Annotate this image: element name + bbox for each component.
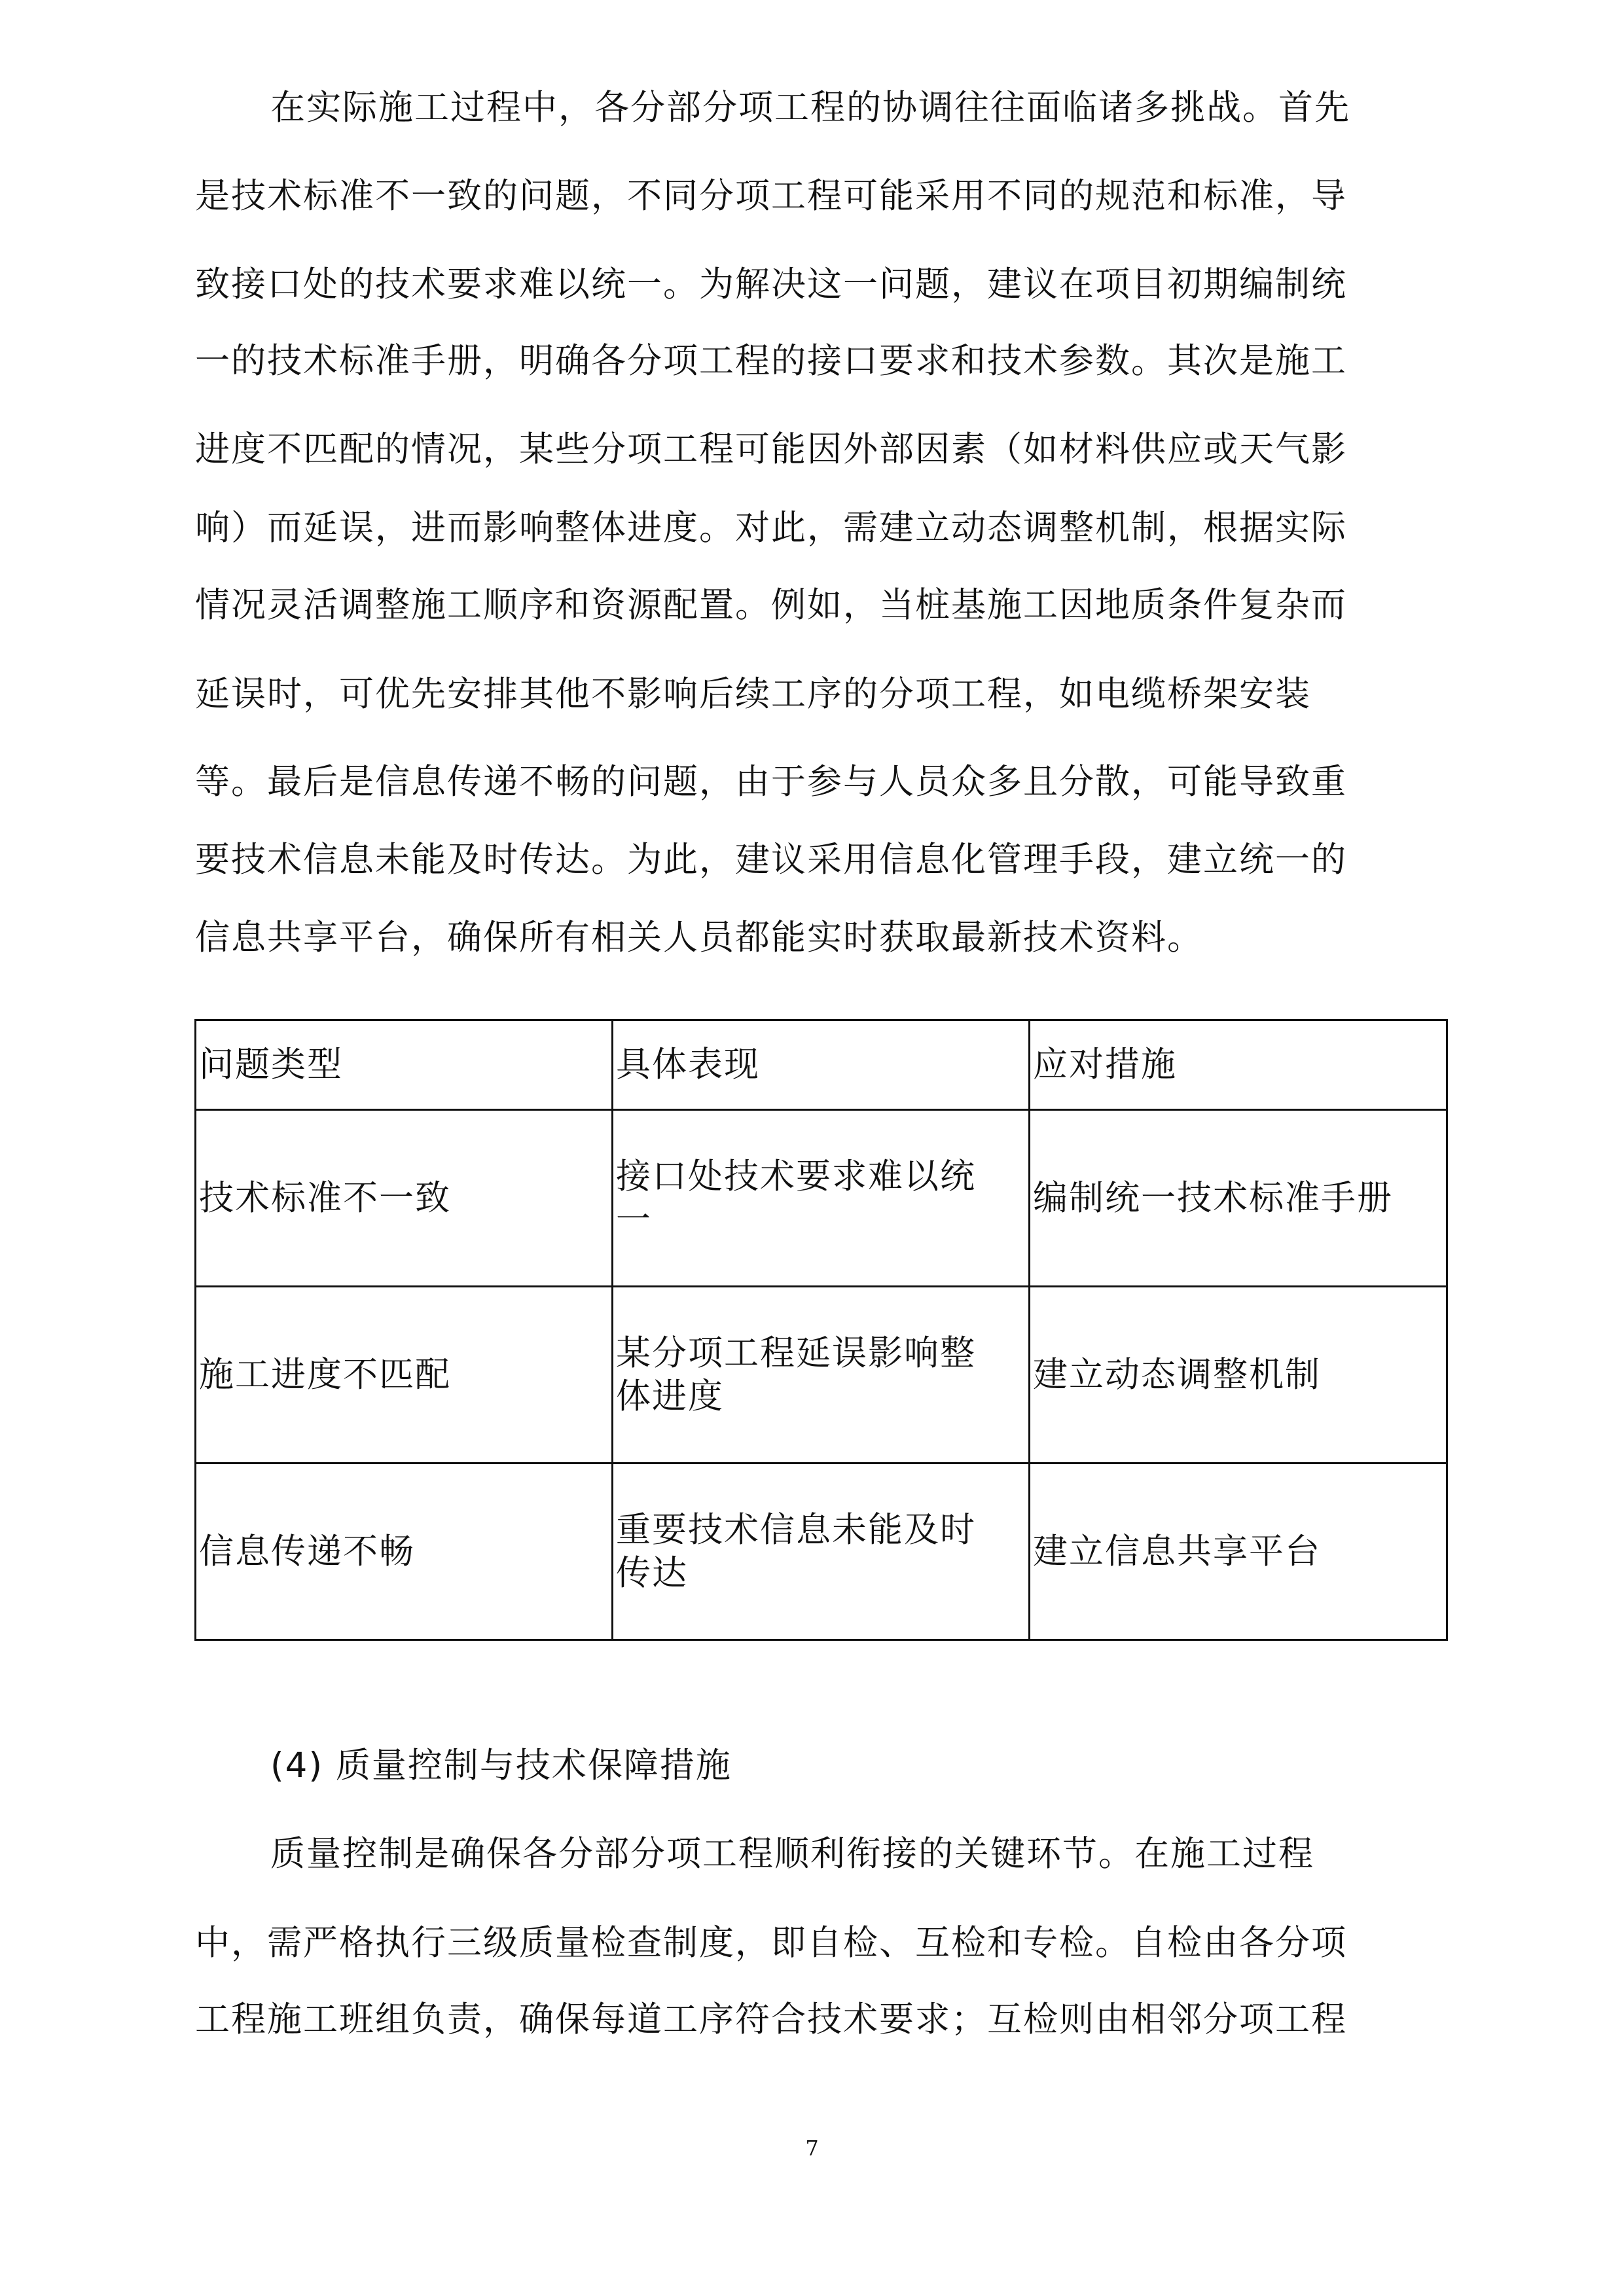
paragraph-1-line-9: 等。最后是信息传递不畅的问题，由于参与人员众多且分散，可能导致重 xyxy=(195,762,1347,802)
table-row xyxy=(196,1463,1447,1640)
cell-measure: 建立信息共享平台 xyxy=(1030,1463,1447,1640)
paragraph-1-line-2: 是技术标准不一致的问题，不同分项工程可能采用不同的规范和标准，导 xyxy=(195,176,1347,216)
cell-symptom xyxy=(613,1110,1030,1287)
paragraph-2-line-2: 中，需严格执行三级质量检查制度，即自检、互检和专检。自检由各分项 xyxy=(195,1923,1347,1963)
section-heading: (4) 质量控制与技术保障措施 xyxy=(270,1746,732,1785)
cell-issue-type: 施工进度不匹配 xyxy=(196,1287,613,1463)
header-cell-measure: 应对措施 xyxy=(1030,1020,1447,1110)
table-row xyxy=(196,1287,1447,1463)
paragraph-1-line-11: 信息共享平台，确保所有相关人员都能实时获取最新技术资料。 xyxy=(195,918,1203,958)
cell-measure: 建立动态调整机制 xyxy=(1030,1287,1447,1463)
paragraph-1-line-3: 致接口处的技术要求难以统一。为解决这一问题，建议在项目初期编制统 xyxy=(195,264,1347,304)
cell-issue-type: 信息传递不畅 xyxy=(196,1463,613,1640)
paragraph-2-line-1: 质量控制是确保各分部分项工程顺利衔接的关键环节。在施工过程 xyxy=(270,1834,1314,1874)
paragraph-1-line-6: 响）而延误，进而影响整体进度。对此，需建立动态调整机制，根据实际 xyxy=(195,508,1347,548)
paragraph-1-line-10: 要技术信息未能及时传达。为此，建议采用信息化管理手段，建立统一的 xyxy=(195,840,1347,880)
cell-symptom-line: 传达 xyxy=(616,1552,688,1593)
cell-symptom-line: 某分项工程延误影响整 xyxy=(616,1333,976,1373)
page-number: 7 xyxy=(805,2136,819,2161)
cell-issue-type: 技术标准不一致 xyxy=(196,1110,613,1287)
cell-symptom-line: 体进度 xyxy=(616,1376,724,1416)
cell-symptom xyxy=(613,1287,1030,1463)
header-cell-symptom: 具体表现 xyxy=(613,1020,1030,1110)
paragraph-1-line-4: 一的技术标准手册，明确各分项工程的接口要求和技术参数。其次是施工 xyxy=(195,341,1347,381)
cell-symptom-line: 一 xyxy=(616,1199,652,1240)
cell-symptom xyxy=(613,1463,1030,1640)
header-cell-type: 问题类型 xyxy=(196,1020,613,1110)
issues-table xyxy=(194,1019,1448,1641)
cell-measure: 编制统一技术标准手册 xyxy=(1030,1110,1447,1287)
cell-symptom-line: 接口处技术要求难以统 xyxy=(616,1156,976,1196)
cell-symptom-line: 重要技术信息未能及时 xyxy=(616,1509,976,1550)
paragraph-1-line-1: 在实际施工过程中，各分部分项工程的协调往往面临诸多挑战。首先 xyxy=(270,88,1350,128)
paragraph-1-line-5: 进度不匹配的情况，某些分项工程可能因外部因素（如材料供应或天气影 xyxy=(195,429,1347,469)
table-header-row xyxy=(196,1020,1447,1110)
table-row xyxy=(196,1110,1447,1287)
paragraph-1-line-8: 延误时，可优先安排其他不影响后续工序的分项工程，如电缆桥架安装 xyxy=(195,674,1311,714)
paragraph-2-line-3: 工程施工班组负责，确保每道工序符合技术要求；互检则由相邻分项工程 xyxy=(195,2000,1347,2039)
paragraph-1-line-7: 情况灵活调整施工顺序和资源配置。例如，当桩基施工因地质条件复杂而 xyxy=(195,585,1347,625)
